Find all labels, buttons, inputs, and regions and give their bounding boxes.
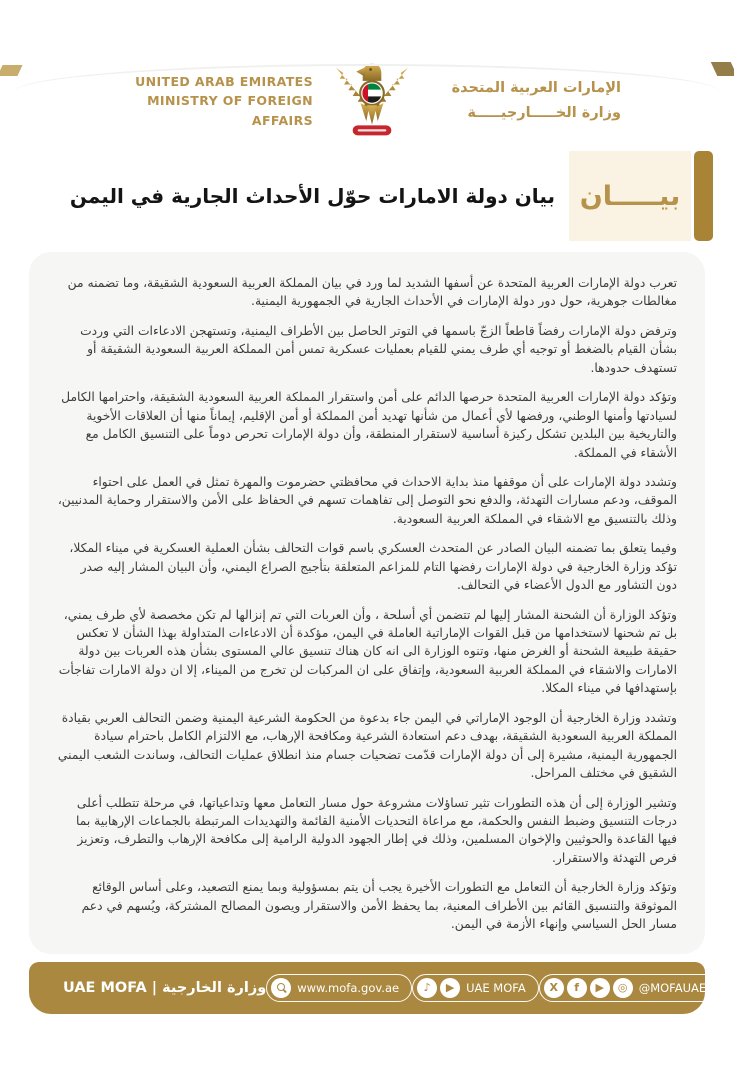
social-handle-label: @MOFAUAE [638,980,707,995]
statement-banner [0,150,734,242]
gold-accent-bar [694,151,713,241]
statement-paragraph: وتشدد وزارة الخارجية أن الوجود الإماراتي في اليمن جاء بدعوة من الحكومة الشرعية اليمنية وضمن التحالف العربي بقيادة المملكة العربية السعودية الشقيقة، بهدف دعم استعادة الشرعية ومكافحة الإرهاب، مع الالتزام الكامل باحترام سيادة الجمهورية اليمنية، مشيرة إلى أن دولة الإمارات قدّمت تضحيات جسام منذ انطلاق عمليات التحالف، وساندت الشعب اليمني الشقيق في مختلف المراحل. [57,710,677,781]
statement-body [29,252,705,954]
website-url: www.mofa.gov.ae [297,980,400,995]
statement-page [0,58,734,1082]
search-icon [271,978,291,998]
channel-label: UAE MOFA [466,980,526,995]
statement-title: بيان دولة الامارات حوّل الأحداث الجارية في اليمن [69,184,555,208]
x-icon[interactable]: X [544,978,564,998]
instagram-icon[interactable]: ◎ [613,978,633,998]
ministry-name-ar-line2: وزارة الخـــــارجيـــــة [467,105,621,121]
statement-paragraph: وتؤكد وزارة الخارجية أن التعامل مع التطورات الأخيرة يجب أن يتم بمسؤولية وبما يمنع التصعيد، وعلى أساس الوقائع الموثوقة والتنسيق القائم بين الأطراف المعنية، بما يحفظ الأمن والاستقرار ويصون المصالح المشتركة، ويُسهم في دعم مسار الحل السياسي وإنهاء الأزمة في اليمن. [81,880,677,932]
statement-paragraph: وتؤكد الوزارة أن الشحنة المشار إليها لم تتضمن أي أسلحة ، وأن العربات التي تم إنزالها لم تكن مخصصة لأي طرف يمني، بل تم شحنها لاستخدامها من قبل القوات الإماراتية العاملة في اليمن، مؤكدة أن الادعاءات المتداولة بهذا الشأن لا تعكس حقيقة طبيعة الشحنة أو الغرض منها، وتنوه الوزارة الى انه كان هناك تنسيق عالي المستوى بشأن هذه العربات بين دولة الامارات والاشقاء في المملكة العربية السعودية، وإتفاق على ان المركبات لن تخرج من الميناء، إلا ان دولة الامارات تفاجأت بإستهدافها في ميناء المكلا. [58,607,677,696]
statement-paragraph: تعرب دولة الإمارات العربية المتحدة عن أسفها الشديد لما ورد في بيان المملكة العربية السعودية الشقيقة، وما تضمنه من مغالطات جوهرية، حول دور دولة الإمارات في الأحداث الجارية في الجمهورية اليمنية. [67,276,677,309]
tiktok-icon[interactable]: ♪ [417,978,437,998]
social-handle-pill[interactable] [539,974,719,1002]
channel-pill[interactable] [412,974,539,1002]
uae-falcon-emblem-icon [329,58,415,144]
footer-brand: وزارة الخارجية | UAE MOFA [63,979,267,996]
statement-paragraph: وتشير الوزارة إلى أن هذه التطورات تثير تساؤلات مشروعة حول مسار التعامل معها وتداعياتها، في مرحلة تتطلب أعلى درجات التنسيق وضبط النفس والحكمة، مع مراعاة التحديات الأمنية القائمة والتهديدات المرتبطة بالجماعات الإرهابية بما فيها القاعدة والحوثيين والإخوان المسلمين، وذلك في إطار الجهود الدولية الرامية إلى مكافحة الإرهاب والتطرف، وتعزيز فرص التهدئة والاستقرار. [75,795,677,865]
website-pill[interactable] [266,974,412,1002]
statement-paragraph: وتؤكد دولة الإمارات العربية المتحدة حرصها الدائم على أمن واستقرار المملكة العربية السعودية الشقيقة، واحترامها الكامل لسيادتها وأمنها الوطني، ورفضها لأي أعمال من شأنها تهديد أمن المملكة أو أمن الإقليم، إيماناً منها أن العلاقات الأخوية والتاريخية بين البلدين تشكل ركيزة أساسية لاستقرار المنطقة، وأن دولة الإمارات تحرص دوماً على التنسيق الكامل مع الأشقاء في المملكة. [61,390,677,460]
youtube-icon[interactable]: ▶ [590,978,610,998]
facebook-icon[interactable]: f [567,978,587,998]
play-icon[interactable]: ▶ [440,978,460,998]
ministry-name-ar-line1: الإمارات العربية المتحدة [451,80,621,97]
footer-bar [29,962,705,1014]
ministry-name-en-line1: UNITED ARAB EMIRATES [135,73,313,89]
ministry-name-en-line2: MINISTRY OF FOREIGN AFFAIRS [147,93,313,128]
statement-paragraph: وتشدد دولة الإمارات على أن موقفها منذ بداية الاحداث في محافظتي حضرموت والمهرة تمثل في العمل على احتواء الموقف، ودعم مسارات التهدئة، والدفع نحو التوصل إلى تفاهمات تسهم في الحفاظ على الأمن والاستقرار وحماية المدنيين، وذلك بالتنسيق مع الاشقاء في المملكة العربية السعودية. [57,474,677,526]
statement-label: بيـــــان [579,180,681,212]
ministry-header [0,58,734,144]
statement-label-box [569,151,691,241]
statement-paragraph: وترفض دولة الإمارات رفضاً قاطعاً الزجّ باسمها في التوتر الحاصل بين الأطراف اليمنية، وتستهجن الادعاءات التي وردت بشأن القيام بالضغط أو توجيه أي طرف يمني للقيام بعمليات عسكرية تمس أمن المملكة العربية السعودية الشقيقة أو تستهدف حدودها. [80,323,677,375]
ministry-name-arabic [431,76,621,125]
ministry-name-english [113,72,313,130]
statement-paragraph: وفيما يتعلق بما تضمنه البيان الصادر عن المتحدث العسكري باسم قوات التحالف بشأن العملية العسكرية في ميناء المكلا، تؤكد وزارة الخارجية في دولة الإمارات رفضها التام للمزاعم المتعلقة بتأجيج الصراع اليمني، وأن البيان المشار إليه صدر دون التشاور مع الدول الأعضاء في التحالف. [69,541,677,593]
